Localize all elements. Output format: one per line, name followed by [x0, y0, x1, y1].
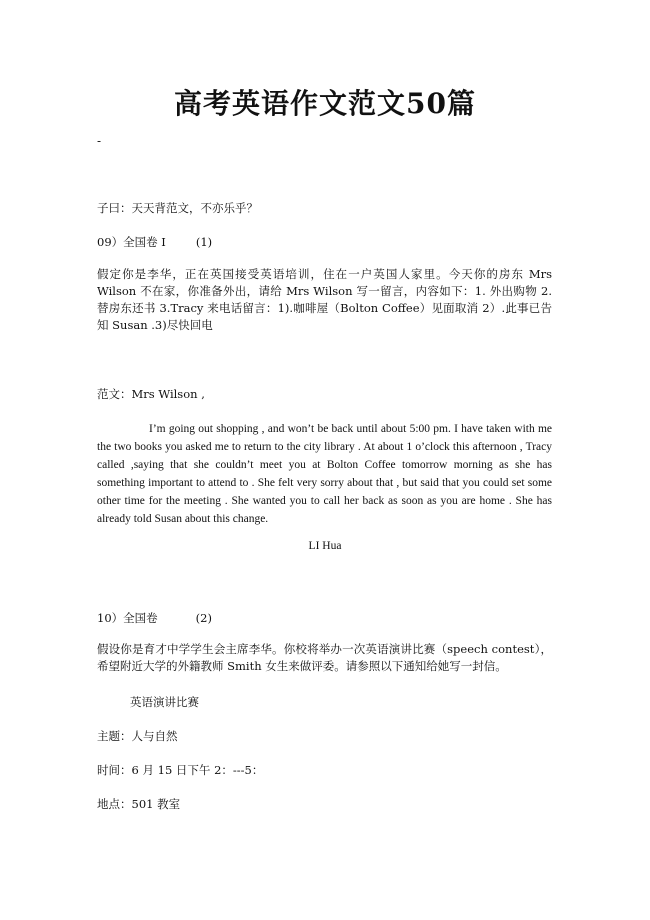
- notice-time: 时间：6 月 15 日下午 2：---5：: [97, 763, 264, 777]
- item2-heading: [97, 610, 552, 627]
- item2-number: (2): [195, 611, 212, 625]
- page-title: 高考英语作文范文50篇: [174, 87, 476, 120]
- notice-place: 地点：501 教室: [97, 797, 181, 811]
- notice-topic: 主题：人与自然: [97, 729, 178, 743]
- notice-title: 英语演讲比赛: [130, 695, 199, 709]
- confucius-quote: 子曰：天天背范文，不亦乐乎？: [97, 201, 258, 215]
- item1-essay: I’m going out shopping , and won’t be back until about 5:00 pm. I have taken with me the two books you asked me to return to the city library . At about 1 o’clock this afternoon , Tracy called ,saying that she couldn’t meet you at Bolton Coffee tomorrow morning as she has something important to attend to . She felt very sorry about that , but said that you could set some other time for the meeting . She wanted you to call her back as soon as you are home . She has already told Susan about this change.: [97, 423, 552, 525]
- item1-number: (1): [195, 235, 213, 249]
- item1-prompt: 假定你是李华，正在英国接受英语培训，住在一户英国人家里。今天你的房东 Mrs Wilson 不在家，你准备外出，请给 Mrs Wilson 写一留言，内容如下：1. 外出购物 2.替房东还书 3.Tracy 来电话留言：1).咖啡屋（Bolton Coffee）见面取消 2）.此事已告知 Susan .3)尽快回电: [97, 267, 552, 332]
- item1-heading: [97, 234, 552, 251]
- item2-prompt: 假设你是育才中学学生会主席李华。你校将举办一次英语演讲比赛（speech contest），希望附近大学的外籍教师 Smith 女生来做评委。请参照以下通知给她写一封信。: [97, 642, 552, 673]
- item1-salutation: 范文：Mrs Wilson ,: [97, 387, 205, 401]
- item1-label: 09）全国卷 I: [97, 235, 166, 249]
- item2-label: 10）全国卷: [97, 611, 158, 625]
- dash-mark: -: [97, 134, 102, 148]
- item1-signature: LI Hua: [308, 540, 342, 552]
